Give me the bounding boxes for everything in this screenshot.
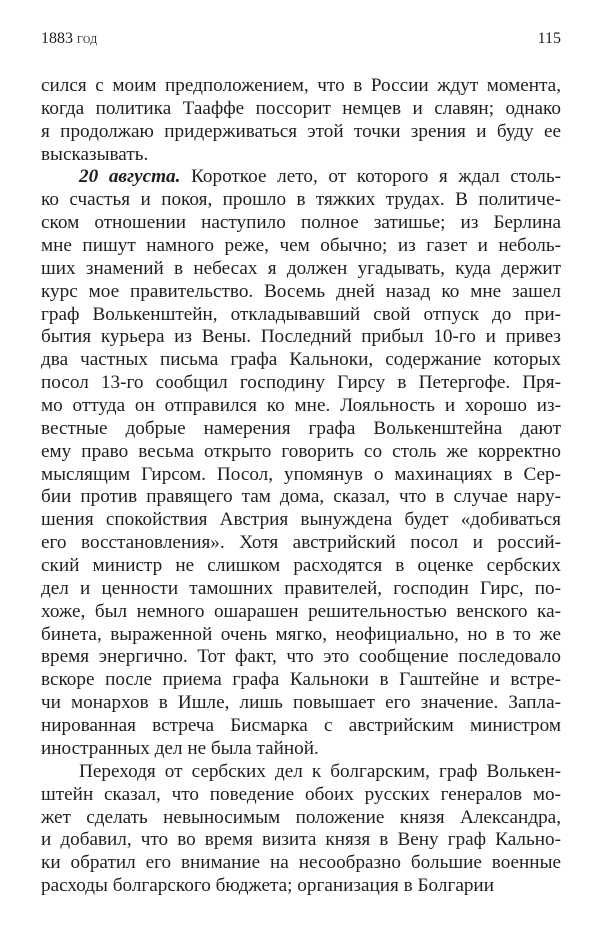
line-text: граф Волькенштейн, откладывавший свой отпуск до при-	[41, 303, 561, 325]
text-line	[41, 578, 561, 601]
text-line	[41, 441, 561, 464]
line-text: хоже, был немного ошарашен решительностью венского ка-	[41, 600, 561, 622]
text-line	[41, 555, 561, 578]
line-text: нированная встреча Бисмарка с австрийским министром	[41, 715, 561, 737]
line-text: иностранных дел не была тайной.	[41, 737, 319, 759]
line-text: и добавил, что во время визита князя в Вену граф Кально-	[41, 829, 561, 851]
running-head-year-suffix: год	[77, 32, 98, 47]
line-text: ших знамений в небесах я должен угадывать, куда держит	[41, 257, 561, 279]
entry-date-label: 20 августа.	[79, 166, 181, 188]
line-text: Короткое лето, от которого я ждал столь-	[180, 166, 561, 188]
text-line	[41, 121, 561, 144]
line-text: вестные добрые намерения графа Волькенштейна дают	[41, 417, 561, 439]
line-text: вскоре после приема графа Кальноки в Гаштейне и встре-	[41, 669, 561, 691]
text-line	[41, 98, 561, 121]
text-line	[41, 372, 561, 395]
line-text: его восстановления». Хотя австрийский посол и россий-	[41, 532, 561, 554]
paragraph	[41, 166, 561, 760]
line-text: расходы болгарского бюджета; организация в Болгарии	[41, 875, 494, 897]
text-line	[41, 646, 561, 669]
line-text: жет сделать невыносимым положение князя Александра,	[41, 806, 561, 828]
text-line	[41, 212, 561, 235]
text-line	[41, 784, 561, 807]
running-head	[41, 30, 561, 52]
text-line	[41, 258, 561, 281]
text-line	[41, 189, 561, 212]
line-text: Переходя от сербских дел к болгарским, граф Волькен-	[79, 760, 561, 782]
text-line	[41, 144, 561, 167]
text-line	[41, 75, 561, 98]
line-text: сился с моим предположением, что в России ждут момента,	[41, 75, 561, 96]
text-line	[41, 761, 561, 784]
line-text: я продолжаю придерживаться этой точки зрения и буду ее	[41, 120, 561, 142]
text-line	[41, 692, 561, 715]
text-line	[41, 738, 561, 761]
line-text: когда политика Тааффе поссорит немцев и славян; однако	[41, 97, 561, 119]
page-number: 115	[537, 30, 561, 47]
text-line	[41, 486, 561, 509]
line-text: ском отношении наступило полное затишье; из Берлина	[41, 212, 561, 234]
text-line	[41, 281, 561, 304]
running-head-year: 1883	[41, 30, 73, 47]
line-text: дел и ценности тамошних правителей, господин Гирс, по-	[41, 577, 561, 599]
line-text: бии против правящего там дома, сказал, что в случае нару-	[41, 486, 561, 508]
text-line	[41, 624, 561, 647]
running-head-title	[41, 30, 98, 48]
line-text: два частных письма графа Кальноки, содержание которых	[41, 349, 561, 371]
text-line	[41, 807, 561, 830]
body-text	[41, 75, 561, 898]
line-text: посол 13-го сообщил господину Гирсу в Петергофе. Пря-	[41, 372, 561, 394]
text-line	[41, 304, 561, 327]
text-line	[41, 669, 561, 692]
line-text: мо оттуда он отправился ко мне. Лояльность и хорошо из-	[41, 395, 561, 417]
text-line	[41, 532, 561, 555]
text-line	[41, 349, 561, 372]
line-text: чи монархов в Ишле, лишь повышает его значение. Запла-	[41, 692, 561, 714]
text-line	[41, 418, 561, 441]
text-line	[41, 509, 561, 532]
text-line	[41, 829, 561, 852]
line-text: мыслящим Гирсом. Посол, упомянув о махинациях в Сер-	[41, 463, 561, 485]
line-text: бинета, выраженной очень мягко, неофициально, но в то же	[41, 623, 561, 645]
paragraph	[41, 761, 561, 898]
line-text: ко счастья и покоя, прошло в тяжких трудах. В политиче-	[41, 189, 561, 211]
line-text: бытия курьера из Вены. Последний прибыл 10-го и привез	[41, 326, 561, 348]
text-line	[41, 235, 561, 258]
line-text: ский министр не слишком расходятся в оценке сербских	[41, 555, 561, 577]
line-text: курс мое правительство. Восемь дней назад ко мне зашел	[41, 280, 561, 302]
line-text: время энергично. Тот факт, что это сообщение последовало	[41, 646, 561, 668]
text-line	[41, 852, 561, 875]
line-text: высказывать.	[41, 143, 149, 165]
text-line	[41, 326, 561, 349]
line-text: штейн сказал, что поведение обоих русских генералов мо-	[41, 783, 561, 805]
text-line	[41, 395, 561, 418]
line-text: шения спокойствия Австрия вынуждена будет «добиваться	[41, 509, 561, 531]
text-line	[41, 166, 561, 189]
text-line	[41, 464, 561, 487]
text-line	[41, 601, 561, 624]
text-line	[41, 875, 561, 898]
line-text: мне пишут намного реже, чем обычно; из газет и неболь-	[41, 235, 561, 257]
text-line	[41, 715, 561, 738]
line-text: ему право весьма открыто говорить со столь же корректно	[41, 440, 561, 462]
line-text: ки обратил его внимание на несообразно большие военные	[41, 852, 561, 874]
paragraph	[41, 75, 561, 166]
